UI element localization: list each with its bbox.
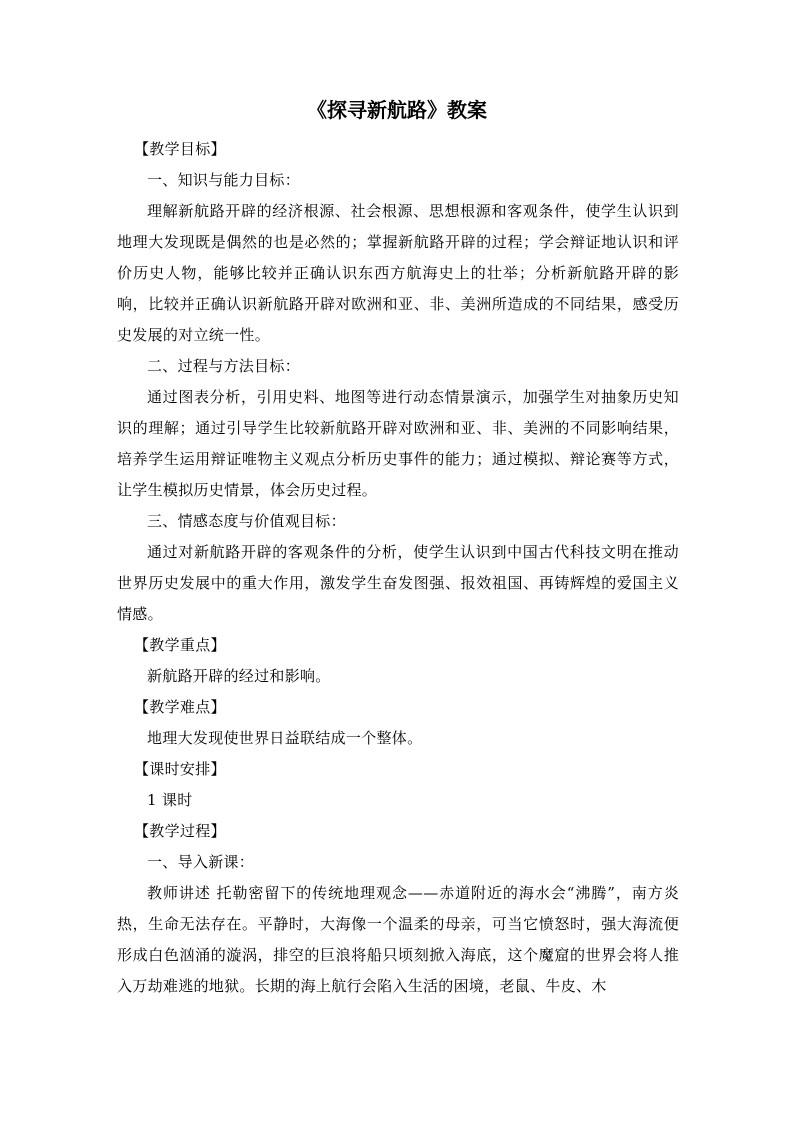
subheading-knowledge: 一、知识与能力目标： — [147, 171, 301, 189]
section-heading-difficulties: 【教学难点】 — [134, 698, 226, 716]
section-heading-schedule: 【课时安排】 — [134, 760, 226, 778]
section-heading-process-steps: 【教学过程】 — [134, 822, 226, 840]
paragraph-knowledge: 理解新航路开辟的经济根源、社会根源、思想根源和客观条件，使学生认识到地理大发现既是偶然的也是必然的；掌握新航路开辟的过程；学会辩证地认识和评价历史人物，能够比较并正确认识东西方航海史上的壮举；分析新航路开辟的影响，比较并正确认识新航路开辟对欧洲和亚、非、美洲所造成的不同结果，感受历史发展的对立统一性。 — [117, 202, 679, 344]
document-title: 《探寻新航路》教案 — [307, 98, 487, 122]
section-heading-objectives: 【教学目标】 — [134, 140, 226, 158]
document-body — [117, 134, 679, 1002]
subheading-process: 二、过程与方法目标： — [147, 357, 301, 375]
paragraph-emotion: 通过对新航路开辟的客观条件的分析，使学生认识到中国古代科技文明在推动世界历史发展中的重大作用，激发学生奋发图强、报效祖国、再铸辉煌的爱国主义情感。 — [117, 543, 679, 623]
paragraph-difficulties: 地理大发现使世界日益联结成一个整体。 — [147, 729, 423, 747]
subheading-emotion: 三、情感态度与价值观目标： — [147, 512, 346, 530]
subheading-introduction: 一、导入新课： — [147, 853, 255, 871]
paragraph-introduction: 教师讲述 托勒密留下的传统地理观念——赤道附近的海水会“沸腾”，南方炎热，生命无法存在。平静时，大海像一个温柔的母亲，可当它愤怒时，强大海流便形成白色汹涌的漩涡，排空的巨浪将船只顷刻掀入海底，这个魔窟的世界会将人推入万劫难逃的地狱。长期的海上航行会陷入生活的困境，老鼠、牛皮、木 — [117, 884, 679, 995]
paragraph-schedule: 1 课时 — [147, 791, 193, 809]
section-heading-key-points: 【教学重点】 — [134, 636, 226, 654]
paragraph-key-points: 新航路开辟的经过和影响。 — [147, 667, 331, 685]
paragraph-process: 通过图表分析，引用史料、地图等进行动态情景演示，加强学生对抽象历史知识的理解；通过引导学生比较新航路开辟对欧洲和亚、非、美洲的不同影响结果，培养学生运用辩证唯物主义观点分析历史事件的能力；通过模拟、辩论赛等方式，让学生模拟历史情景，体会历史过程。 — [117, 388, 679, 499]
